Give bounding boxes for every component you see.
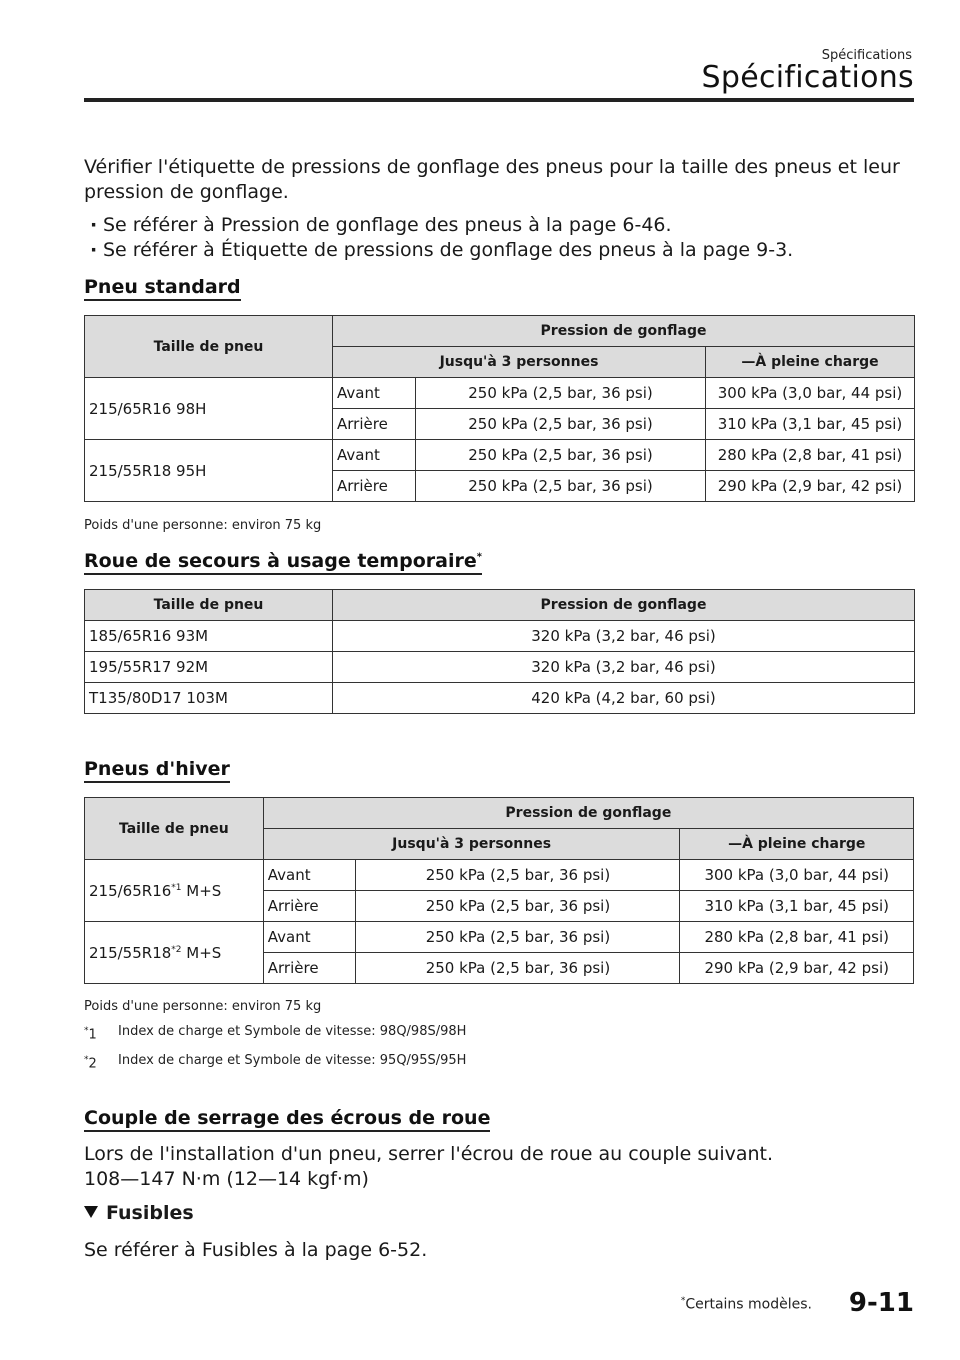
table-row: [85, 683, 915, 714]
pressure-value: 320 kPa (3,2 bar, 46 psi): [333, 621, 915, 652]
col-pressure: Pression de gonflage: [263, 798, 913, 829]
axle-label: Avant: [263, 922, 356, 953]
pressure-value: 280 kPa (2,8 bar, 41 psi): [680, 922, 914, 953]
pressure-value: 320 kPa (3,2 bar, 46 psi): [333, 652, 915, 683]
pressure-value: 290 kPa (2,9 bar, 42 psi): [680, 953, 914, 984]
fuses-heading: [84, 1202, 914, 1224]
footnote: [84, 1052, 914, 1072]
pressure-value: 300 kPa (3,0 bar, 44 psi): [706, 378, 915, 409]
footer-note-text: Certains modèles.: [685, 1296, 812, 1313]
pressure-value: 250 kPa (2,5 bar, 36 psi): [356, 860, 680, 891]
col-up-to-3: Jusqu'à 3 personnes: [263, 829, 680, 860]
tire-size: 195/55R17 92M: [85, 652, 333, 683]
triangle-down-icon: [84, 1206, 98, 1218]
pressure-value: 250 kPa (2,5 bar, 36 psi): [356, 922, 680, 953]
winter-tire-title: Pneus d'hiver: [84, 758, 230, 783]
axle-label: Avant: [333, 378, 416, 409]
pressure-value: 310 kPa (3,1 bar, 45 psi): [680, 891, 914, 922]
footnote-text: Index de charge et Symbole de vitesse: 95Q/95S/95H: [118, 1053, 467, 1069]
header-rule: [84, 98, 914, 102]
intro-text: Vérifier l'étiquette de pressions de gonflage des pneus pour la taille des pneus et leur pression de gonflage.: [84, 156, 900, 203]
col-tire-size: Taille de pneu: [85, 798, 264, 860]
tire-size: 185/65R16 93M: [85, 621, 333, 652]
tire-size-code: 215/65R16: [89, 881, 172, 900]
page-content: [84, 155, 914, 1263]
footer-star: *: [680, 1296, 686, 1306]
table-row: [85, 922, 914, 953]
footnote-mark: *1: [171, 882, 182, 893]
models-mark: *: [476, 551, 482, 563]
tire-size-suffix: M+S: [181, 943, 222, 962]
axle-label: Avant: [263, 860, 356, 891]
col-tire-size: Taille de pneu: [85, 316, 333, 378]
torque-value: 108—147 N·m (12—14 kgf·m): [84, 1167, 369, 1190]
tire-size-suffix: M+S: [181, 881, 222, 900]
pressure-value: 310 kPa (3,1 bar, 45 psi): [706, 409, 915, 440]
intro-bullet: · Se référer à Étiquette de pressions de gonflage des pneus à la page 9-3.: [90, 238, 914, 263]
footnote-number: 2: [88, 1056, 97, 1072]
standard-tire-table: [84, 315, 915, 502]
tire-size: [85, 922, 264, 984]
header-section-small: Spécifications: [821, 48, 912, 63]
pressure-value: 290 kPa (2,9 bar, 42 psi): [706, 471, 915, 502]
weight-note: Poids d'une personne: environ 75 kg: [84, 518, 322, 533]
table-row: [85, 652, 915, 683]
table-row: [85, 378, 915, 409]
pressure-value: 250 kPa (2,5 bar, 36 psi): [416, 440, 706, 471]
table-row: [85, 860, 914, 891]
intro-bullet: · Se référer à Pression de gonflage des pneus à la page 6-46.: [90, 213, 914, 238]
tire-size: [85, 860, 264, 922]
axle-label: Avant: [333, 440, 416, 471]
footnote-star: *: [84, 1055, 89, 1066]
tire-size: 215/65R16 98H: [85, 378, 333, 440]
torque-text: Lors de l'installation d'un pneu, serrer l'écrou de roue au couple suivant.: [84, 1142, 774, 1165]
winter-tire-table: [84, 797, 914, 984]
tire-size-code: 215/55R18: [89, 943, 172, 962]
page-number: 9-11: [848, 1288, 914, 1318]
axle-label: Arrière: [333, 471, 416, 502]
footnote-mark: [84, 1023, 118, 1043]
weight-note: Poids d'une personne: environ 75 kg: [84, 999, 322, 1014]
col-full-load: —À pleine charge: [680, 829, 914, 860]
footnote-number: 1: [88, 1027, 97, 1043]
col-tire-size: Taille de pneu: [85, 590, 333, 621]
pressure-value: 250 kPa (2,5 bar, 36 psi): [356, 953, 680, 984]
pressure-value: 420 kPa (4,2 bar, 60 psi): [333, 683, 915, 714]
col-up-to-3: Jusqu'à 3 personnes: [333, 347, 706, 378]
footnote-text: Index de charge et Symbole de vitesse: 98Q/98S/98H: [118, 1024, 467, 1039]
pressure-value: 250 kPa (2,5 bar, 36 psi): [416, 378, 706, 409]
spare-tire-table: [84, 589, 915, 714]
axle-label: Arrière: [263, 891, 356, 922]
intro-bullets: [84, 213, 914, 263]
fuses-title: Fusibles: [106, 1201, 194, 1224]
tire-size: 215/55R18 95H: [85, 440, 333, 502]
footnote-mark: *2: [171, 944, 182, 955]
footer-models-note: [681, 1296, 812, 1313]
col-full-load: —À pleine charge: [706, 347, 915, 378]
footnote: [84, 1023, 914, 1043]
pressure-value: 300 kPa (3,0 bar, 44 psi): [680, 860, 914, 891]
pressure-value: 250 kPa (2,5 bar, 36 psi): [416, 409, 706, 440]
table-row: [85, 440, 915, 471]
axle-label: Arrière: [263, 953, 356, 984]
pressure-value: 250 kPa (2,5 bar, 36 psi): [416, 471, 706, 502]
tire-size: T135/80D17 103M: [85, 683, 333, 714]
axle-label: Arrière: [333, 409, 416, 440]
footnote-mark: [84, 1052, 118, 1072]
spare-tire-title: [84, 550, 482, 575]
torque-title: Couple de serrage des écrous de roue: [84, 1107, 490, 1132]
col-pressure: Pression de gonflage: [333, 316, 915, 347]
fuses-text: Se référer à Fusibles à la page 6-52.: [84, 1238, 428, 1261]
footnote-star: *: [84, 1026, 89, 1036]
col-pressure: Pression de gonflage: [333, 590, 915, 621]
pressure-value: 250 kPa (2,5 bar, 36 psi): [356, 891, 680, 922]
header-section-title: Spécifications: [701, 60, 914, 95]
standard-tire-title: Pneu standard: [84, 276, 241, 301]
spare-tire-title-text: Roue de secours à usage temporaire: [84, 550, 477, 572]
pressure-value: 280 kPa (2,8 bar, 41 psi): [706, 440, 915, 471]
table-row: [85, 621, 915, 652]
